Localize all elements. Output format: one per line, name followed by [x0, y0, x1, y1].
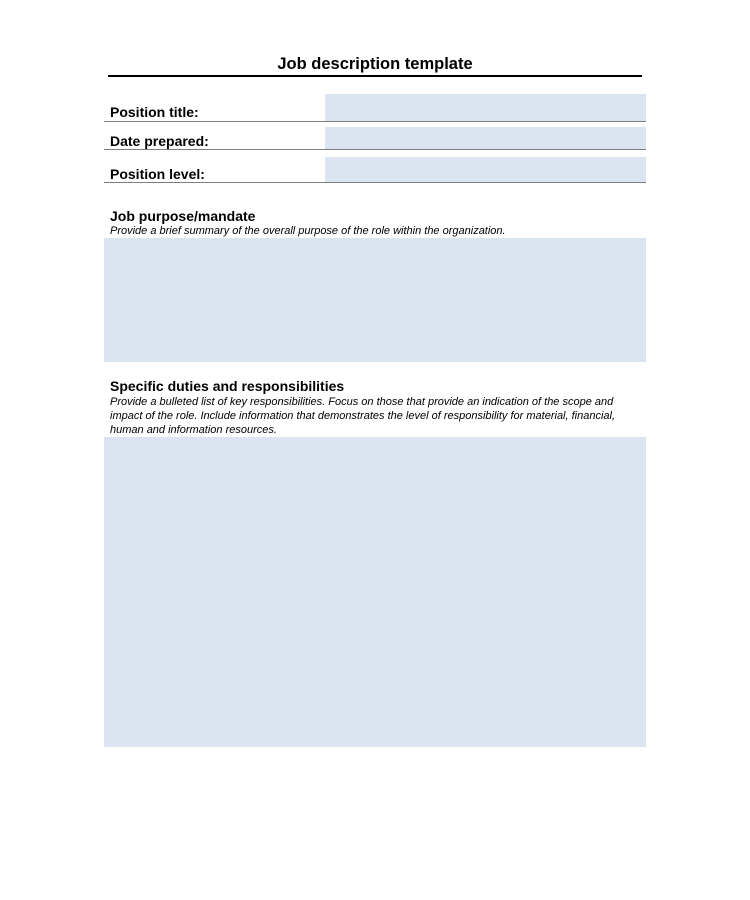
date-prepared-label: Date prepared: — [110, 133, 209, 149]
document-title: Job description template — [277, 55, 473, 73]
position-level-label: Position level: — [110, 166, 205, 182]
position-level-field[interactable] — [325, 157, 646, 182]
date-prepared-rule — [104, 149, 646, 150]
duties-entry-area[interactable] — [104, 437, 646, 747]
job-purpose-entry-area[interactable] — [104, 238, 646, 362]
date-prepared-field[interactable] — [325, 127, 646, 149]
duties-heading: Specific duties and responsibilities — [110, 378, 345, 394]
job-purpose-heading: Job purpose/mandate — [110, 208, 256, 224]
position-title-field[interactable] — [325, 94, 646, 121]
title-divider — [108, 75, 642, 77]
position-level-rule — [104, 182, 646, 183]
duties-description: Provide a bulleted list of key responsibilities. Focus on those that provide an indication of the scope and impact of the role. Include information that demonstrates the level of responsibility for material, financial, human and information resources. — [110, 396, 616, 436]
position-title-rule — [104, 121, 646, 122]
position-title-label: Position title: — [110, 104, 199, 120]
job-purpose-description: Provide a brief summary of the overall purpose of the role within the organization. — [110, 225, 506, 237]
